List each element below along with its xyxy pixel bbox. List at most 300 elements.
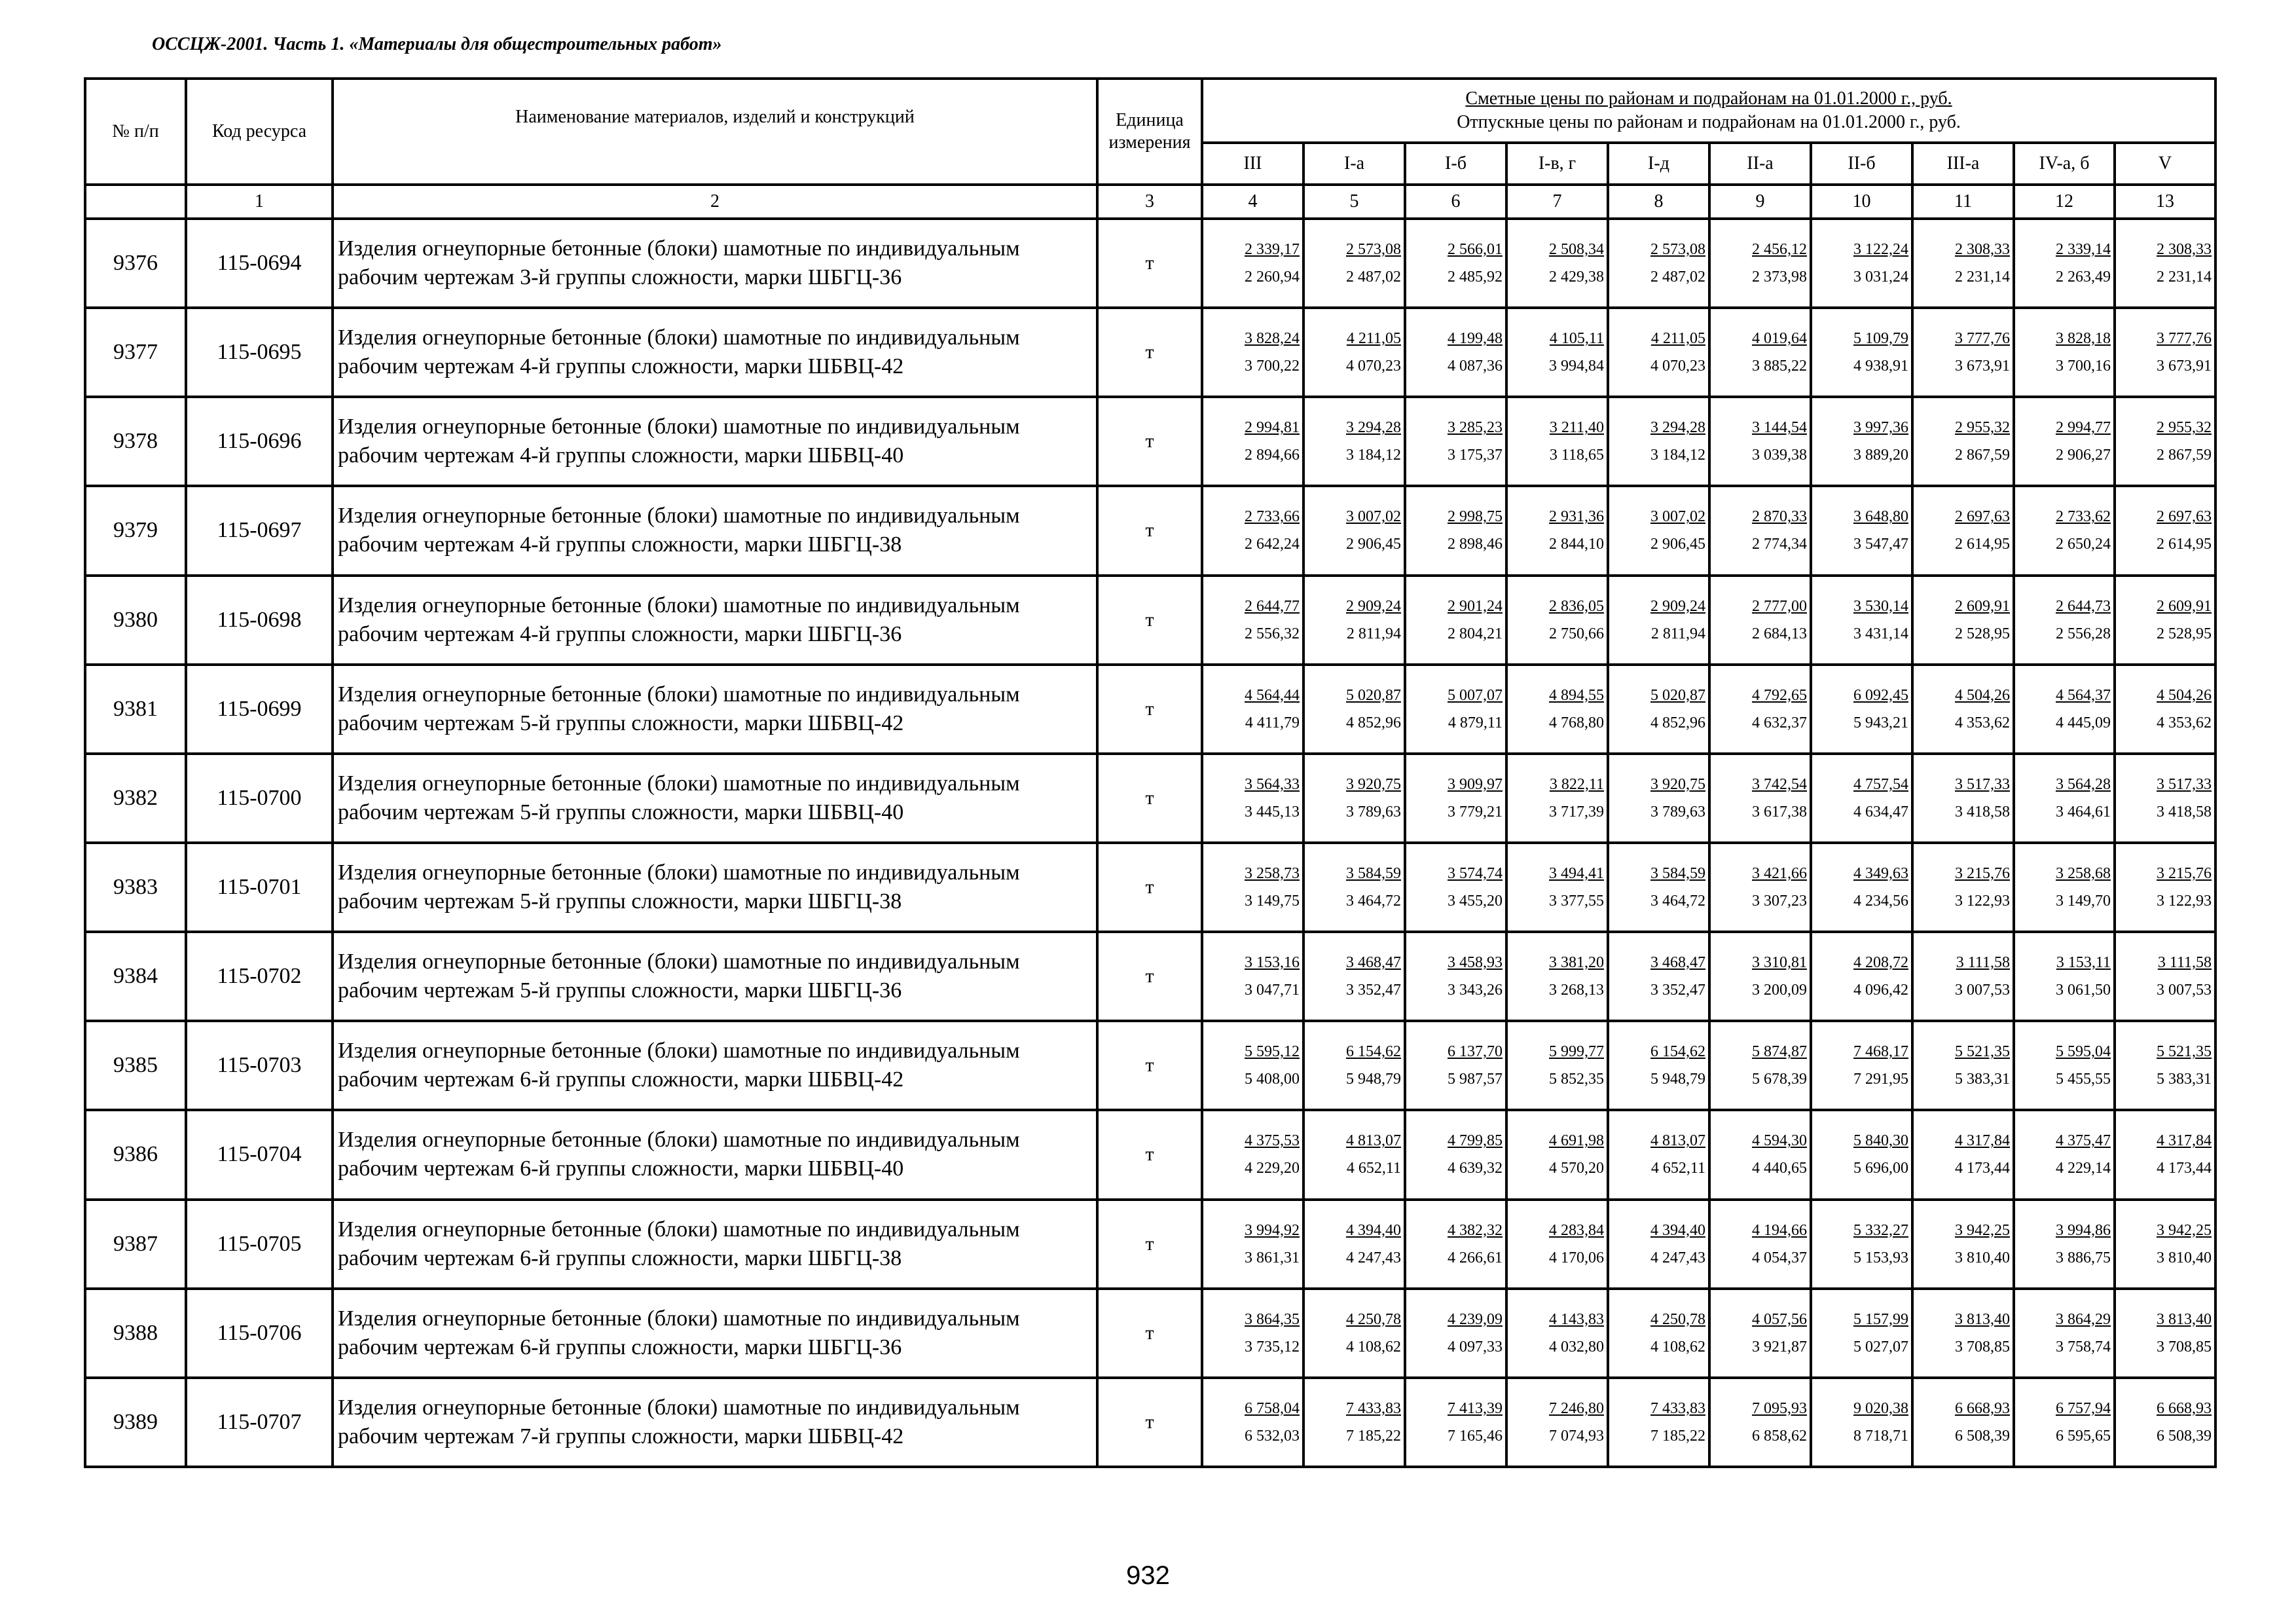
release-price: 5 383,31 [1955, 1071, 2010, 1088]
price-cell [1405, 486, 1506, 575]
resource-code: 115-0694 [186, 219, 333, 308]
estimate-price: 5 157,99 [1853, 1310, 1908, 1328]
estimate-price: 6 668,93 [1955, 1399, 2010, 1417]
price-cell [1202, 576, 1303, 665]
header-no: № п/п [85, 79, 186, 185]
estimate-price: 2 998,75 [1448, 508, 1503, 526]
estimate-price: 7 433,83 [1346, 1399, 1401, 1417]
resource-code: 115-0699 [186, 665, 333, 754]
material-name: Изделия огнеупорные бетонные (блоки) шамотные по индивидуальным рабочим чертежам 4-й группы сложности, марки ШБВЦ-40 [333, 397, 1097, 486]
material-name: Изделия огнеупорные бетонные (блоки) шамотные по индивидуальным рабочим чертежам 3-й группы сложности, марки ШБГЦ-36 [333, 219, 1097, 308]
price-cell [1811, 1021, 1912, 1110]
release-price: 7 165,46 [1448, 1427, 1503, 1445]
estimate-price: 3 458,93 [1448, 954, 1503, 972]
release-price: 2 906,27 [2056, 447, 2111, 464]
estimate-price: 5 840,30 [1853, 1132, 1908, 1150]
estimate-price: 5 595,12 [1245, 1043, 1300, 1061]
column-number: 4 [1202, 185, 1303, 219]
unit-of-measure: т [1097, 219, 1202, 308]
row-number: 9383 [85, 843, 186, 932]
price-cell [2115, 576, 2215, 665]
price-cell [1608, 1200, 1709, 1289]
price-cell [1303, 576, 1405, 665]
estimate-price: 2 456,12 [1752, 241, 1807, 259]
material-name: Изделия огнеупорные бетонные (блоки) шамотные по индивидуальным рабочим чертежам 4-й группы сложности, марки ШБВЦ-42 [333, 308, 1097, 397]
price-cell [1405, 1021, 1506, 1110]
release-price: 3 810,40 [1955, 1249, 2010, 1266]
estimate-price: 3 742,54 [1752, 775, 1807, 793]
estimate-price: 4 564,44 [1245, 686, 1300, 704]
price-cell [1608, 397, 1709, 486]
estimate-price: 2 644,77 [1245, 597, 1300, 615]
region-header: I-в, г [1506, 143, 1608, 185]
release-price: 4 173,44 [2157, 1160, 2212, 1177]
unit-of-measure: т [1097, 1378, 1202, 1467]
estimate-price: 4 057,56 [1752, 1310, 1807, 1328]
release-price: 3 464,72 [1346, 893, 1401, 910]
estimate-price: 3 530,14 [1853, 597, 1908, 615]
price-table [84, 77, 2217, 1468]
release-price: 2 260,94 [1245, 268, 1300, 286]
price-cell [1608, 308, 1709, 397]
price-cell [2014, 219, 2115, 308]
price-cell [2115, 665, 2215, 754]
release-price: 2 263,49 [2056, 268, 2111, 286]
estimate-price: 2 909,24 [1650, 597, 1705, 615]
unit-of-measure: т [1097, 397, 1202, 486]
price-cell [1811, 1200, 1912, 1289]
price-cell [1303, 843, 1405, 932]
document-header: ОССЦЖ-2001. Часть 1. «Материалы для общестроительных работ» [152, 34, 722, 54]
release-price: 6 508,39 [1955, 1427, 2010, 1445]
estimate-price: 3 813,40 [2157, 1310, 2212, 1328]
price-cell [1709, 576, 1811, 665]
release-price: 3 789,63 [1346, 803, 1401, 821]
estimate-price: 4 211,05 [1346, 330, 1401, 348]
table-row [85, 1110, 2215, 1199]
release-price: 3 921,87 [1752, 1338, 1807, 1356]
estimate-price: 6 758,04 [1245, 1399, 1300, 1417]
price-cell [1811, 486, 1912, 575]
estimate-price: 6 757,94 [2056, 1399, 2111, 1417]
column-number: 5 [1303, 185, 1405, 219]
resource-code: 115-0705 [186, 1200, 333, 1289]
price-cell [1912, 932, 2014, 1021]
table-row [85, 576, 2215, 665]
estimate-price: 6 668,93 [2157, 1399, 2212, 1417]
price-cell [1912, 219, 2014, 308]
estimate-price: 4 504,26 [1955, 686, 2010, 704]
estimate-price: 5 874,87 [1752, 1043, 1807, 1061]
resource-code: 115-0704 [186, 1110, 333, 1199]
release-price: 5 153,93 [1853, 1249, 1908, 1266]
estimate-price: 2 909,24 [1346, 597, 1401, 615]
release-price: 3 758,74 [2056, 1338, 2111, 1356]
price-cell [1506, 1110, 1608, 1199]
price-cell [2014, 486, 2115, 575]
estimate-price: 5 020,87 [1346, 686, 1401, 704]
release-price: 4 411,79 [1245, 714, 1300, 731]
estimate-price: 2 697,63 [1955, 508, 2010, 526]
release-price: 3 118,65 [1549, 447, 1604, 464]
price-cell [2014, 397, 2115, 486]
price-cell [1709, 308, 1811, 397]
price-cell [1202, 1289, 1303, 1378]
price-cell [1912, 397, 2014, 486]
price-cell [1811, 1289, 1912, 1378]
column-number [85, 185, 186, 219]
estimate-price: 3 517,33 [1955, 775, 2010, 793]
estimate-price: 4 317,84 [2157, 1132, 2212, 1150]
price-cell [1811, 754, 1912, 843]
region-header: V [2115, 143, 2215, 185]
estimate-price: 4 019,64 [1752, 330, 1807, 348]
estimate-price: 3 153,11 [2056, 954, 2111, 972]
material-name: Изделия огнеупорные бетонные (блоки) шамотные по индивидуальным рабочим чертежам 5-й группы сложности, марки ШБВЦ-42 [333, 665, 1097, 754]
release-price: 3 343,26 [1448, 982, 1503, 999]
table-row [85, 754, 2215, 843]
release-price: 3 885,22 [1752, 358, 1807, 375]
region-header: I-д [1608, 143, 1709, 185]
material-name: Изделия огнеупорные бетонные (блоки) шамотные по индивидуальным рабочим чертежам 7-й группы сложности, марки ШБВЦ-42 [333, 1378, 1097, 1467]
price-cell [1709, 754, 1811, 843]
price-cell [2115, 1378, 2215, 1467]
estimate-price: 4 283,84 [1549, 1221, 1604, 1239]
price-cell [1709, 1021, 1811, 1110]
estimate-price: 4 382,32 [1448, 1221, 1503, 1239]
price-cell [1405, 397, 1506, 486]
release-price: 4 070,23 [1650, 358, 1705, 375]
price-cell [1709, 843, 1811, 932]
unit-of-measure: т [1097, 754, 1202, 843]
estimate-price: 2 955,32 [1955, 419, 2010, 437]
estimate-price: 2 777,00 [1752, 597, 1807, 615]
release-price: 3 673,91 [2157, 358, 2212, 375]
price-cell [1303, 486, 1405, 575]
estimate-price: 3 215,76 [1955, 865, 2010, 883]
release-price: 3 617,38 [1752, 803, 1807, 821]
price-cell [2115, 932, 2215, 1021]
price-cell [1709, 397, 1811, 486]
estimate-price: 4 757,54 [1853, 775, 1908, 793]
estimate-price: 3 584,59 [1650, 865, 1705, 883]
release-price: 5 852,35 [1549, 1071, 1604, 1088]
estimate-price: 4 250,78 [1650, 1310, 1705, 1328]
estimate-price: 7 246,80 [1549, 1399, 1604, 1417]
price-cell [1506, 486, 1608, 575]
release-price: 3 352,47 [1650, 982, 1705, 999]
release-price: 3 418,58 [2157, 803, 2212, 821]
row-number: 9381 [85, 665, 186, 754]
release-price: 3 039,38 [1752, 447, 1807, 464]
release-price: 3 464,61 [2056, 803, 2111, 821]
estimate-price: 2 573,08 [1650, 241, 1705, 259]
estimate-price: 4 250,78 [1346, 1310, 1401, 1328]
release-price: 4 170,06 [1549, 1249, 1604, 1266]
row-number: 9386 [85, 1110, 186, 1199]
estimate-price: 5 109,79 [1853, 330, 1908, 348]
estimate-price: 2 733,62 [2056, 508, 2111, 526]
price-cell [1912, 665, 2014, 754]
header-prices-title: Сметные цены по районам и подрайонам на 01.01.2000 г., руб. [1465, 88, 1952, 109]
price-cell [2014, 754, 2115, 843]
estimate-price: 4 375,53 [1245, 1132, 1300, 1150]
release-price: 4 097,33 [1448, 1338, 1503, 1356]
release-price: 4 108,62 [1346, 1338, 1401, 1356]
price-cell [1608, 576, 1709, 665]
column-number: 3 [1097, 185, 1202, 219]
resource-code: 115-0696 [186, 397, 333, 486]
estimate-price: 3 864,35 [1245, 1310, 1300, 1328]
release-price: 5 696,00 [1853, 1160, 1908, 1177]
estimate-price: 3 285,23 [1448, 419, 1503, 437]
release-price: 5 948,79 [1346, 1071, 1401, 1088]
price-cell [1405, 754, 1506, 843]
price-cell [2115, 1200, 2215, 1289]
release-price: 3 789,63 [1650, 803, 1705, 821]
price-cell [1303, 219, 1405, 308]
estimate-price: 6 092,45 [1853, 686, 1908, 704]
release-price: 3 445,13 [1245, 803, 1300, 821]
price-cell [1303, 1378, 1405, 1467]
price-cell [1912, 1021, 2014, 1110]
estimate-price: 3 381,20 [1549, 954, 1604, 972]
price-cell [1405, 219, 1506, 308]
row-number: 9388 [85, 1289, 186, 1378]
release-price: 2 487,02 [1650, 268, 1705, 286]
price-cell [1709, 1200, 1811, 1289]
estimate-price: 3 517,33 [2157, 775, 2212, 793]
price-cell [1506, 932, 1608, 1021]
release-price: 3 455,20 [1448, 893, 1503, 910]
estimate-price: 3 111,58 [2157, 954, 2212, 972]
price-cell [1709, 665, 1811, 754]
release-price: 3 700,16 [2056, 358, 2111, 375]
table-row [85, 486, 2215, 575]
release-price: 2 231,14 [2157, 268, 2212, 286]
release-price: 3 184,12 [1346, 447, 1401, 464]
release-price: 3 547,47 [1853, 536, 1908, 553]
price-cell [1303, 1200, 1405, 1289]
price-cell [1202, 843, 1303, 932]
unit-of-measure: т [1097, 665, 1202, 754]
estimate-price: 6 154,62 [1346, 1043, 1401, 1061]
estimate-price: 4 564,37 [2056, 686, 2111, 704]
release-price: 2 556,32 [1245, 625, 1300, 642]
table-row [85, 932, 2215, 1021]
table-row [85, 308, 2215, 397]
price-cell [2014, 665, 2115, 754]
estimate-price: 3 007,02 [1650, 508, 1705, 526]
estimate-price: 2 994,81 [1245, 419, 1300, 437]
price-cell [1709, 1378, 1811, 1467]
release-price: 3 886,75 [2056, 1249, 2111, 1266]
release-price: 4 639,32 [1448, 1160, 1503, 1177]
table-row [85, 1021, 2215, 1110]
estimate-price: 3 920,75 [1650, 775, 1705, 793]
estimate-price: 4 691,98 [1549, 1132, 1604, 1150]
price-cell [1811, 665, 1912, 754]
release-price: 4 087,36 [1448, 358, 1503, 375]
material-name: Изделия огнеупорные бетонные (блоки) шамотные по индивидуальным рабочим чертежам 6-й группы сложности, марки ШБВЦ-40 [333, 1110, 1097, 1199]
release-price: 3 149,70 [2056, 893, 2111, 910]
release-price: 2 373,98 [1752, 268, 1807, 286]
estimate-price: 3 111,58 [1956, 954, 2010, 972]
price-cell [1811, 576, 1912, 665]
estimate-price: 2 901,24 [1448, 597, 1503, 615]
release-price: 7 185,22 [1346, 1427, 1401, 1445]
price-cell [1303, 754, 1405, 843]
estimate-price: 3 564,33 [1245, 775, 1300, 793]
estimate-price: 5 007,07 [1448, 686, 1503, 704]
price-cell [2014, 1021, 2115, 1110]
release-price: 4 440,65 [1752, 1160, 1807, 1177]
release-price: 2 429,38 [1549, 268, 1604, 286]
estimate-price: 4 194,66 [1752, 1221, 1807, 1239]
price-cell [1506, 1378, 1608, 1467]
resource-code: 115-0701 [186, 843, 333, 932]
price-cell [1608, 754, 1709, 843]
estimate-price: 7 433,83 [1650, 1399, 1705, 1417]
release-price: 5 455,55 [2056, 1071, 2111, 1088]
release-price: 2 804,21 [1448, 625, 1503, 642]
estimate-price: 2 308,33 [1955, 241, 2010, 259]
estimate-price: 3 994,92 [1245, 1221, 1300, 1239]
resource-code: 115-0703 [186, 1021, 333, 1110]
estimate-price: 3 564,28 [2056, 775, 2111, 793]
price-cell [1608, 1021, 1709, 1110]
release-price: 3 708,85 [2157, 1338, 2212, 1356]
unit-of-measure: т [1097, 932, 1202, 1021]
release-price: 7 074,93 [1549, 1427, 1604, 1445]
release-price: 2 906,45 [1346, 536, 1401, 553]
price-cell [1506, 397, 1608, 486]
release-price: 3 149,75 [1245, 893, 1300, 910]
estimate-price: 3 144,54 [1752, 419, 1807, 437]
release-price: 3 122,93 [2157, 893, 2212, 910]
estimate-price: 2 644,73 [2056, 597, 2111, 615]
estimate-price: 3 828,18 [2056, 330, 2111, 348]
price-cell [2115, 843, 2215, 932]
price-cell [2014, 932, 2115, 1021]
estimate-price: 3 822,11 [1549, 775, 1604, 793]
price-cell [1405, 576, 1506, 665]
price-cell [1405, 1378, 1506, 1467]
row-number: 9377 [85, 308, 186, 397]
estimate-price: 2 994,77 [2056, 419, 2111, 437]
table-row [85, 843, 2215, 932]
price-cell [1709, 1110, 1811, 1199]
unit-of-measure: т [1097, 1200, 1202, 1289]
estimate-price: 5 595,04 [2056, 1043, 2111, 1061]
estimate-price: 4 799,85 [1448, 1132, 1503, 1150]
release-price: 3 184,12 [1650, 447, 1705, 464]
price-cell [1811, 932, 1912, 1021]
release-price: 3 268,13 [1549, 982, 1604, 999]
release-price: 2 556,28 [2056, 625, 2111, 642]
estimate-price: 4 375,47 [2056, 1132, 2111, 1150]
row-number: 9378 [85, 397, 186, 486]
price-cell [2115, 397, 2215, 486]
release-price: 2 528,95 [1955, 625, 2010, 642]
price-cell [1202, 665, 1303, 754]
estimate-price: 5 999,77 [1549, 1043, 1604, 1061]
release-price: 5 678,39 [1752, 1071, 1807, 1088]
release-price: 3 122,93 [1955, 893, 2010, 910]
price-cell [1303, 665, 1405, 754]
column-number: 6 [1405, 185, 1506, 219]
estimate-price: 2 870,33 [1752, 508, 1807, 526]
estimate-price: 3 310,81 [1752, 954, 1807, 972]
price-cell [1506, 219, 1608, 308]
release-price: 2 485,92 [1448, 268, 1503, 286]
release-price: 8 718,71 [1853, 1427, 1908, 1445]
unit-of-measure: т [1097, 308, 1202, 397]
region-header: IV-а, б [2014, 143, 2115, 185]
release-price: 5 943,21 [1853, 714, 1908, 731]
price-cell [1811, 219, 1912, 308]
price-cell [1608, 1110, 1709, 1199]
price-cell [2115, 219, 2215, 308]
price-cell [2014, 843, 2115, 932]
estimate-price: 3 584,59 [1346, 865, 1401, 883]
row-number: 9379 [85, 486, 186, 575]
resource-code: 115-0702 [186, 932, 333, 1021]
material-name: Изделия огнеупорные бетонные (блоки) шамотные по индивидуальным рабочим чертежам 5-й группы сложности, марки ШБГЦ-36 [333, 932, 1097, 1021]
region-header: III [1202, 143, 1303, 185]
price-cell [1608, 486, 1709, 575]
release-price: 6 508,39 [2157, 1427, 2212, 1445]
header-code: Код ресурса [186, 79, 333, 185]
price-cell [1202, 1200, 1303, 1289]
estimate-price: 3 258,73 [1245, 865, 1300, 883]
row-number: 9384 [85, 932, 186, 1021]
row-number: 9385 [85, 1021, 186, 1110]
estimate-price: 4 792,65 [1752, 686, 1807, 704]
release-price: 5 987,57 [1448, 1071, 1503, 1088]
release-price: 4 879,11 [1448, 714, 1503, 731]
unit-of-measure: т [1097, 1289, 1202, 1378]
estimate-price: 3 997,36 [1853, 419, 1908, 437]
estimate-price: 7 413,39 [1448, 1399, 1503, 1417]
release-price: 4 570,20 [1549, 1160, 1604, 1177]
material-name: Изделия огнеупорные бетонные (блоки) шамотные по индивидуальным рабочим чертежам 5-й группы сложности, марки ШБВЦ-40 [333, 754, 1097, 843]
estimate-price: 2 508,34 [1549, 241, 1604, 259]
estimate-price: 3 920,75 [1346, 775, 1401, 793]
release-price: 2 844,10 [1549, 536, 1604, 553]
region-header: I-б [1405, 143, 1506, 185]
estimate-price: 3 864,29 [2056, 1310, 2111, 1328]
price-cell [1912, 1110, 2014, 1199]
estimate-price: 4 105,11 [1549, 330, 1604, 348]
release-price: 4 634,47 [1853, 803, 1908, 821]
estimate-price: 4 199,48 [1448, 330, 1503, 348]
estimate-price: 3 122,24 [1853, 241, 1908, 259]
price-cell [1506, 1289, 1608, 1378]
resource-code: 115-0695 [186, 308, 333, 397]
resource-code: 115-0707 [186, 1378, 333, 1467]
estimate-price: 2 931,36 [1549, 508, 1604, 526]
release-price: 3 810,40 [2157, 1249, 2212, 1266]
price-cell [1709, 932, 1811, 1021]
price-cell [2014, 1200, 2115, 1289]
price-cell [1912, 1289, 2014, 1378]
price-cell [1202, 932, 1303, 1021]
estimate-price: 4 504,26 [2157, 686, 2212, 704]
price-cell [1303, 1021, 1405, 1110]
resource-code: 115-0700 [186, 754, 333, 843]
estimate-price: 3 468,47 [1346, 954, 1401, 972]
